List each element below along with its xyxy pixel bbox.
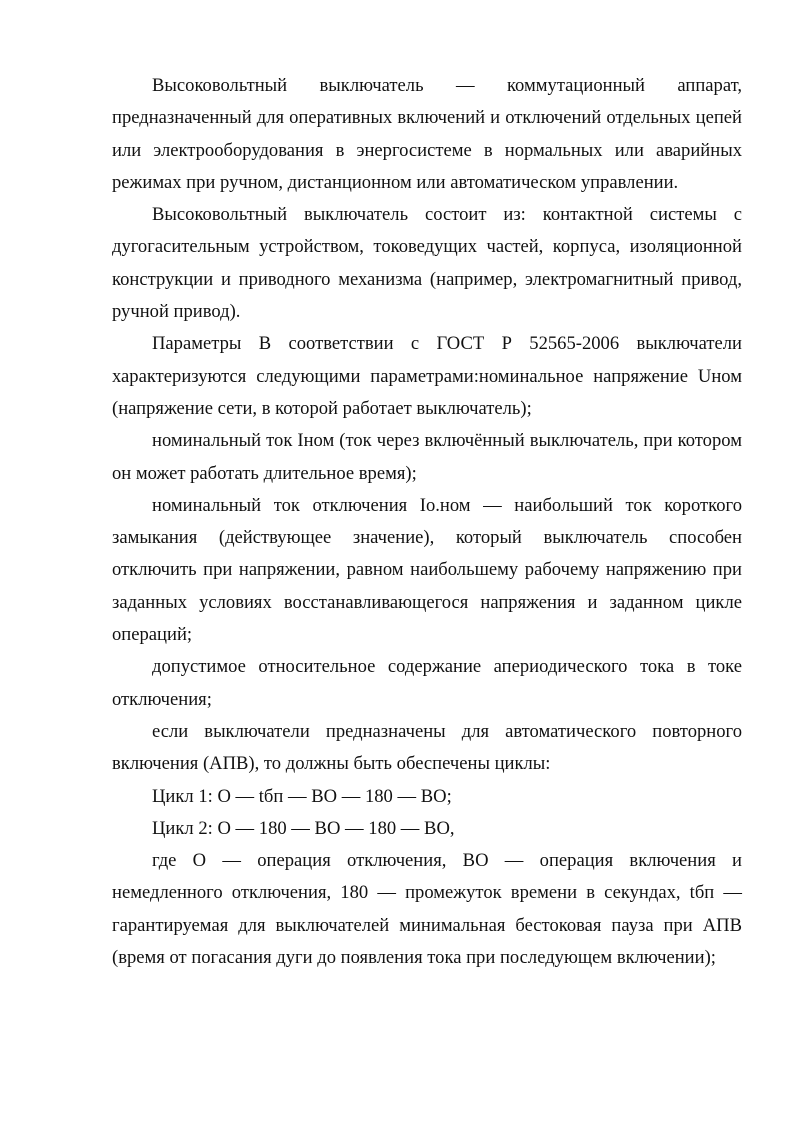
paragraph-composition: Высоковольтный выключатель состоит из: контактной системы с дугогасительным устройством, токоведущих частей, корпуса, изоляционной конструкции и приводного механизма (например, электромагнитный привод, ручной привод). [112, 204, 742, 323]
paragraph-cycle-legend: где О — операция отключения, ВО — операция включения и немедленного отключения, 180 — промежуток времени в секундах, tбп — гарантируемая для выключателей минимальная бестоковая пауза при АПВ (время от погасания дуги до появления тока при последующем включении); [112, 850, 742, 969]
paragraph-definition: Высоковольтный выключатель — коммутационный аппарат, предназначенный для оперативных включений и отключений отдельных цепей или электрооборудования в энергосистеме в нормальных или аварийных режимах при ручном, дистанционном или автоматическом управлении. [112, 75, 742, 193]
paragraph-aperiodic-current: допустимое относительное содержание апериодического тока в токе отключения; [112, 656, 742, 710]
paragraph-cycle-1: Цикл 1: О — tбп — ВО — 180 — ВО; [152, 785, 452, 807]
paragraph-rated-current: номинальный ток Iном (ток через включённый выключатель, при котором он может работать длительное время); [112, 430, 742, 484]
document-page [112, 70, 742, 974]
paragraph-breaking-current: номинальный ток отключения Iо.ном — наибольший ток короткого замыкания (действующее значение), который выключатель способен отключить при напряжении, равном наибольшему рабочему напряжению при заданных условиях восстанавливающегося напряжения и заданном цикле операций; [112, 494, 742, 646]
paragraph-cycle-2: Цикл 2: О — 180 — ВО — 180 — ВО, [152, 817, 455, 839]
paragraph-parameters: Параметры В соответствии с ГОСТ Р 52565-2006 выключатели характеризуются следующими параметрами:номинальное напряжение Uном (напряжение сети, в которой работает выключатель); [112, 333, 742, 419]
paragraph-auto-reclose: если выключатели предназначены для автоматического повторного включения (АПВ), то должны быть обеспечены циклы: [112, 720, 742, 775]
